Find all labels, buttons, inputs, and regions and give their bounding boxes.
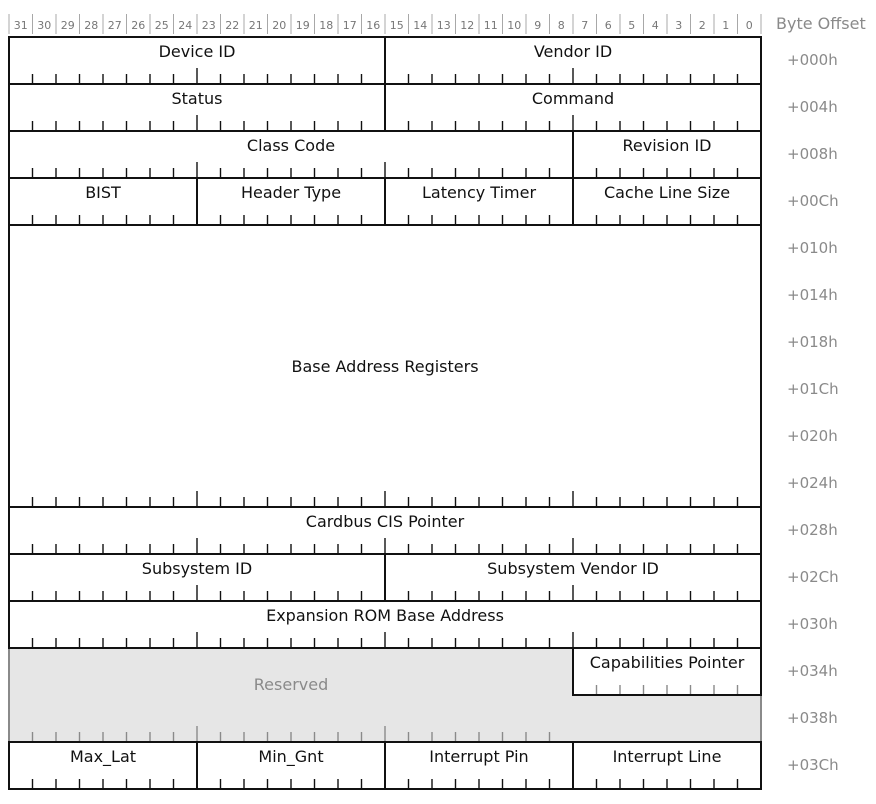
field-command — [385, 84, 761, 131]
byte-offset-label: +038h — [787, 709, 838, 727]
field-label: Capabilities Pointer — [589, 653, 745, 672]
bit-number-label: 24 — [178, 19, 193, 32]
bit-number-label: 0 — [745, 19, 753, 32]
field-device-id — [9, 37, 385, 84]
field-label: Base Address Registers — [291, 357, 479, 376]
bit-number-label: 20 — [272, 19, 287, 32]
byte-offset-header: Byte Offset — [776, 14, 866, 33]
field-min-gnt — [197, 742, 385, 789]
field-interrupt-line — [573, 742, 761, 789]
field-label: Subsystem ID — [141, 559, 253, 578]
bit-number-label: 15 — [389, 19, 404, 32]
bit-number-label: 3 — [675, 19, 683, 32]
field-vendor-id — [385, 37, 761, 84]
field-cache-line-size — [573, 178, 761, 225]
field-latency-timer — [385, 178, 573, 225]
field-label: Cardbus CIS Pointer — [305, 512, 465, 531]
field-capabilities-pointer — [573, 648, 761, 695]
field-cardbus-cis-pointer — [9, 507, 761, 554]
bit-number-label: 17 — [342, 19, 357, 32]
bit-number-label: 11 — [483, 19, 498, 32]
field-bist — [9, 178, 197, 225]
byte-offset-label: +004h — [787, 98, 838, 116]
bit-number-label: 16 — [366, 19, 381, 32]
field-label: Latency Timer — [421, 183, 537, 202]
byte-offset-label: +014h — [787, 286, 838, 304]
field-label: Interrupt Line — [612, 747, 722, 766]
byte-offset-label: +018h — [787, 333, 838, 351]
byte-offset-label: +010h — [787, 239, 838, 257]
field-label: Cache Line Size — [603, 183, 731, 202]
field-interrupt-pin — [385, 742, 573, 789]
bit-number-ruler — [9, 14, 761, 34]
field-label: Min_Gnt — [258, 747, 324, 766]
bit-number-label: 2 — [698, 19, 706, 32]
bit-number-label: 8 — [557, 19, 565, 32]
byte-offset-column — [787, 51, 839, 774]
bit-number-label: 30 — [37, 19, 52, 32]
field-subsystem-id — [9, 554, 385, 601]
bit-number-label: 9 — [534, 19, 542, 32]
bit-number-label: 4 — [651, 19, 659, 32]
bit-number-label: 10 — [507, 19, 522, 32]
bit-number-label: 5 — [628, 19, 636, 32]
field-label: Interrupt Pin — [429, 747, 529, 766]
field-label: Status — [171, 89, 223, 108]
bit-number-label: 25 — [154, 19, 169, 32]
field-label: Header Type — [240, 183, 342, 202]
field-label: Class Code — [246, 136, 336, 155]
bit-number-label: 23 — [201, 19, 216, 32]
field-label: Command — [531, 89, 615, 108]
field-label: Vendor ID — [533, 42, 613, 61]
bit-number-label: 22 — [225, 19, 240, 32]
bit-number-label: 29 — [60, 19, 75, 32]
field-max-lat — [9, 742, 197, 789]
reserved-label: Reserved — [253, 675, 329, 694]
byte-offset-label: +000h — [787, 51, 838, 69]
bit-number-label: 6 — [604, 19, 612, 32]
field-label: Device ID — [158, 42, 236, 61]
byte-offset-label: +030h — [787, 615, 838, 633]
bit-number-label: 31 — [13, 19, 28, 32]
field-class-code — [9, 131, 573, 178]
bit-number-label: 21 — [248, 19, 263, 32]
byte-offset-label: +02Ch — [787, 568, 839, 586]
field-label: BIST — [85, 183, 121, 202]
field-label: Max_Lat — [69, 747, 137, 766]
field-label: Revision ID — [622, 136, 712, 155]
field-label: Subsystem Vendor ID — [487, 559, 659, 578]
field-base-address-registers — [9, 225, 761, 507]
field-subsystem-vendor-id — [385, 554, 761, 601]
field-header-type — [197, 178, 385, 225]
bit-number-label: 26 — [131, 19, 146, 32]
bit-number-label: 19 — [295, 19, 310, 32]
byte-offset-label: +024h — [787, 474, 838, 492]
bit-number-label: 14 — [413, 19, 428, 32]
field-status — [9, 84, 385, 131]
byte-offset-label: +008h — [787, 145, 838, 163]
byte-offset-label: +03Ch — [787, 756, 839, 774]
byte-offset-label: +00Ch — [787, 192, 839, 210]
bit-number-label: 7 — [581, 19, 589, 32]
field-expansion-rom-base-address — [9, 601, 761, 648]
byte-offset-label: +020h — [787, 427, 838, 445]
byte-offset-label: +01Ch — [787, 380, 839, 398]
bit-number-label: 28 — [84, 19, 99, 32]
bit-number-label: 13 — [436, 19, 451, 32]
field-label: Expansion ROM Base Address — [266, 606, 504, 625]
bit-number-label: 27 — [107, 19, 122, 32]
byte-offset-label: +028h — [787, 521, 838, 539]
bit-number-label: 1 — [722, 19, 730, 32]
byte-offset-label: +034h — [787, 662, 838, 680]
bit-number-label: 18 — [319, 19, 334, 32]
field-revision-id — [573, 131, 761, 178]
bit-number-label: 12 — [460, 19, 475, 32]
